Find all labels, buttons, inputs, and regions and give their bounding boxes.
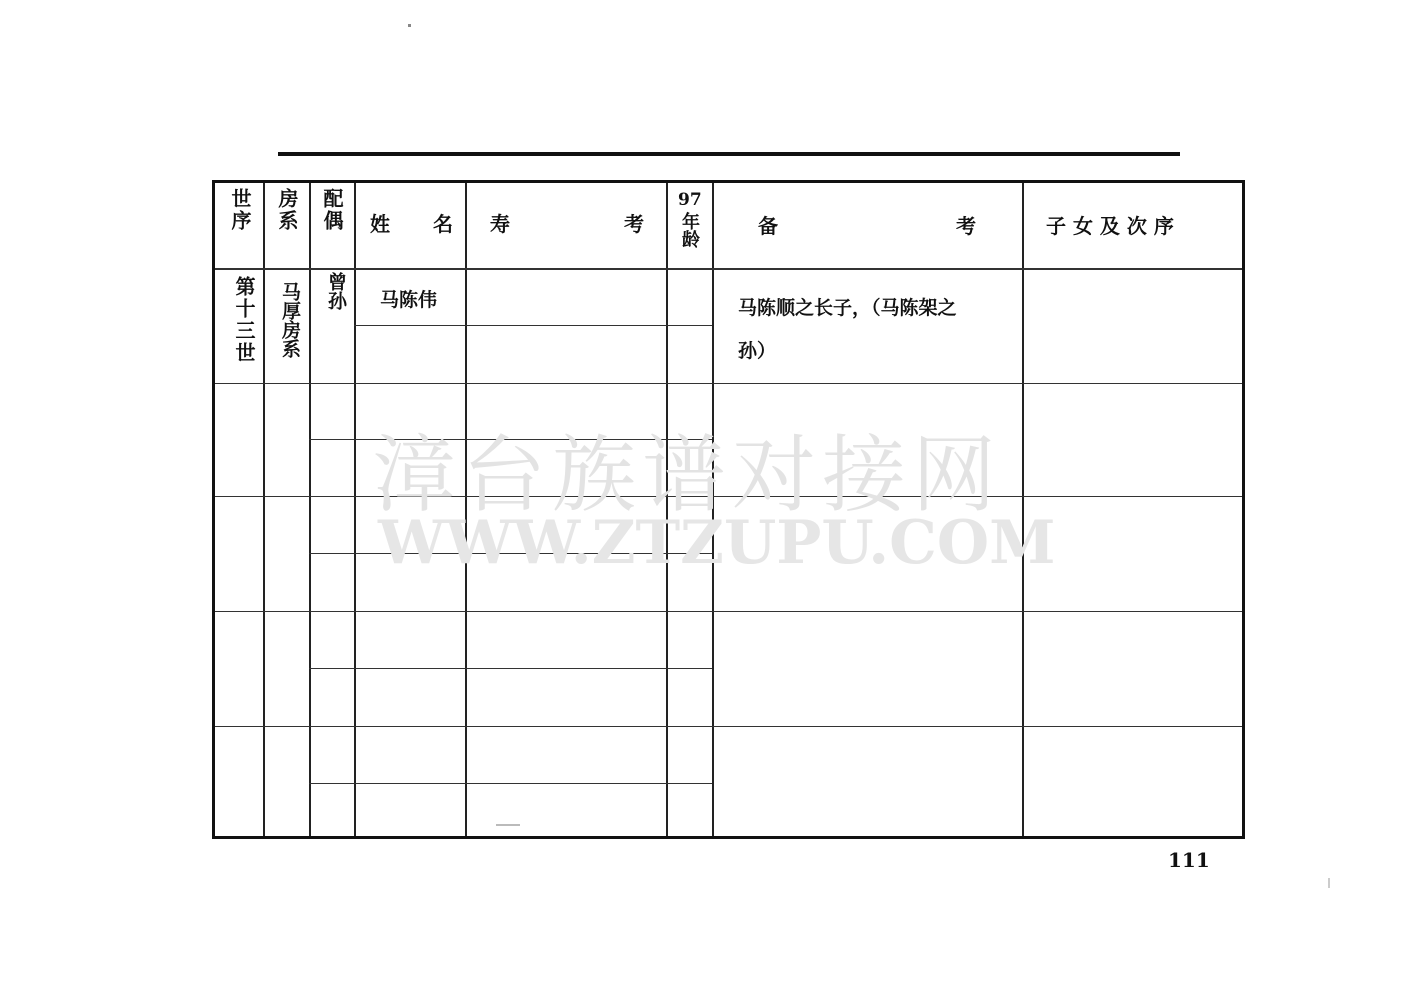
top-rule xyxy=(278,152,1180,156)
scan-speck xyxy=(1328,878,1330,888)
header-remarks-a: 备 xyxy=(758,214,778,238)
row-rule xyxy=(215,383,1242,384)
header-age-num: 97 xyxy=(678,190,702,210)
scan-speck xyxy=(408,24,411,27)
header-name-b: 名 xyxy=(433,212,453,236)
header-remarks-b: 考 xyxy=(956,214,976,238)
entry-name: 马陈伟 xyxy=(380,289,438,311)
entry-remark-line1: 马陈顺之长子，（马陈架之 xyxy=(738,297,957,319)
row-rule xyxy=(215,726,1242,727)
header-life-a: 寿 xyxy=(490,212,510,236)
header-spouse: 配偶 xyxy=(320,188,344,232)
entry-relation: 曾孙 xyxy=(325,272,347,310)
header-branch: 房系 xyxy=(275,188,299,232)
row-rule xyxy=(309,783,712,784)
col-divider xyxy=(309,183,311,836)
row-rule xyxy=(354,325,712,326)
watermark-url: WWW.ZTZUPU.COM xyxy=(378,508,1056,578)
header-children: 子 女 及 次 序 xyxy=(1046,214,1174,238)
header-age-label: 年龄 xyxy=(679,212,700,248)
header-generation: 世序 xyxy=(228,188,252,232)
scan-speck xyxy=(496,824,520,826)
page-number: 111 xyxy=(1168,848,1210,872)
row-rule xyxy=(309,668,712,669)
watermark-chinese: 漳台族谱对接网 xyxy=(372,426,1003,524)
header-life-b: 考 xyxy=(624,212,644,236)
entry-branch: 马厚房系 xyxy=(279,282,301,358)
entry-generation: 第十三世 xyxy=(232,276,256,364)
row-rule xyxy=(215,611,1242,612)
entry-remark-line2: 孙） xyxy=(738,340,777,362)
col-divider xyxy=(263,183,265,836)
col-divider xyxy=(354,183,356,836)
header-rule xyxy=(215,268,1242,270)
header-name-a: 姓 xyxy=(370,212,390,236)
